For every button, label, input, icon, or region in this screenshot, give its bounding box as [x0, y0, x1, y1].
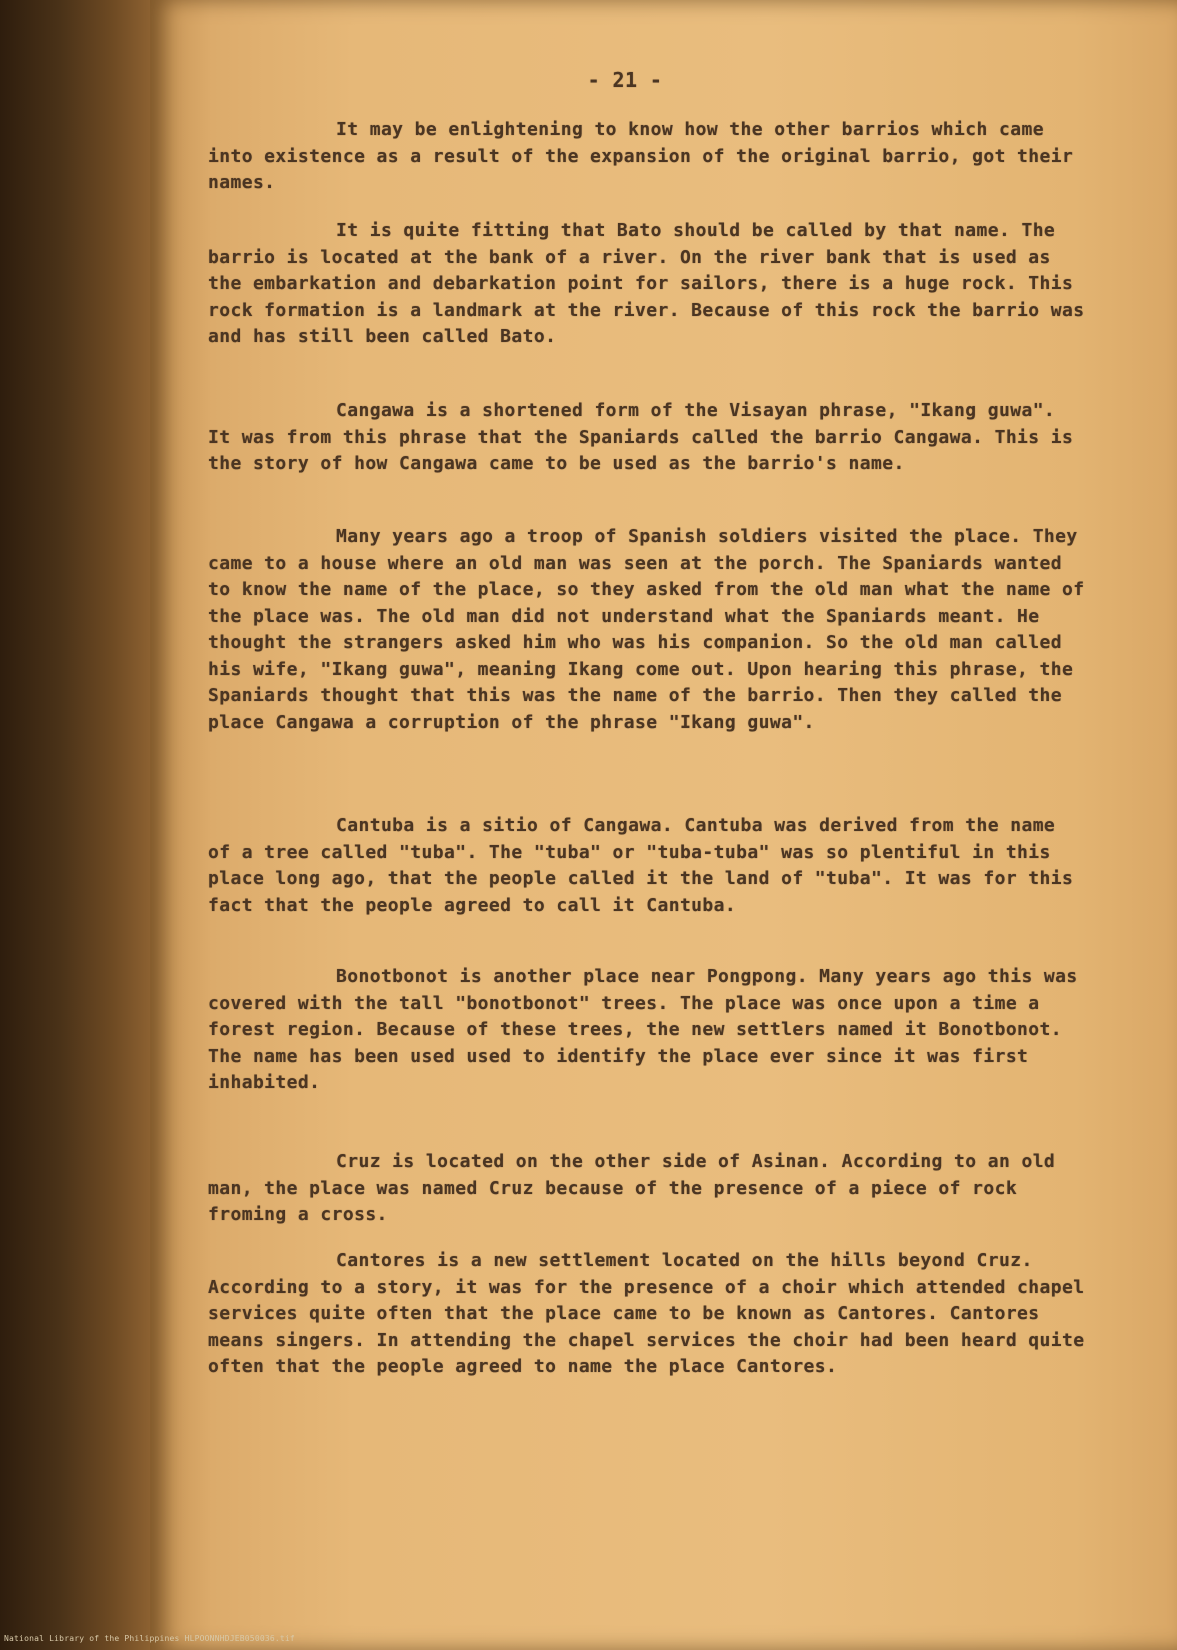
paragraph-text: Cantuba is a sitio of Cangawa. Cantuba was derived from the name of a tree called "tuba". The "tuba" or "tuba-tuba" was so plentiful in this place long ago, that the people called it the land of "tuba". It was for this fact that the people agreed to call it Cantuba.: [208, 815, 1074, 916]
paragraph-cangawa-story: [208, 524, 1088, 736]
scan-footer: National Library of the Philippines HLPOONNHDJEB050036.tif: [4, 1634, 295, 1643]
paragraph-text: Cantores is a new settlement located on the hills beyond Cruz. According to a story, it was for the presence of a choir which attended chapel services quite often that the place came to be known as Cantores. Cantores means singers. In attending the chapel services the choir had been heard quite often that the people agreed to name the place Cantores.: [208, 1250, 1085, 1377]
paragraph-cantores: [208, 1248, 1088, 1381]
page-number: - 21 -: [587, 68, 663, 92]
paragraph-cantuba: [208, 813, 1088, 919]
paragraph-cangawa: [208, 398, 1088, 478]
paragraph-text: Many years ago a troop of Spanish soldiers visited the place. They came to a house where an old man was seen at the porch. The Spaniards wanted to know the name of the place, so they asked from the old man what the name of the place was. The old man did not understand what the Spaniards meant. He thought the strangers asked him who was his companion. So the old man called his wife, "Ikang guwa", meaning Ikang come out. Upon hearing this phrase, the Spaniards thought that this was the name of the barrio. Then they called the place Cangawa a corruption of the phrase "Ikang guwa".: [208, 526, 1085, 733]
paragraph-text: Cangawa is a shortened form of the Visayan phrase, "Ikang guwa". It was from this phrase that the Spaniards called the barrio Cangawa. This is the story of how Cangawa came to be used as the barrio's name.: [208, 400, 1074, 474]
paragraph-text: Cruz is located on the other side of Asinan. According to an old man, the place was named Cruz because of the presence of a piece of rock froming a cross.: [208, 1151, 1056, 1225]
paragraph-intro: [208, 117, 1088, 197]
document-page: [150, 0, 1177, 1650]
paragraph-cruz: [208, 1149, 1088, 1229]
paragraph-bato: [208, 218, 1088, 351]
paragraph-text: It may be enlightening to know how the other barrios which came into existence as a result of the expansion of the original barrio, got their names.: [208, 119, 1074, 193]
paragraph-text: Bonotbonot is another place near Pongpong. Many years ago this was covered with the tall "bonotbonot" trees. The place was once upon a time a forest region. Because of these trees, the new settlers named it Bonotbonot. The name has been used used to identify the place ever since it was first inhabited.: [208, 966, 1078, 1093]
book-binding: [0, 0, 150, 1650]
paragraph-bonotbonot: [208, 964, 1088, 1097]
paragraph-text: It is quite fitting that Bato should be called by that name. The barrio is located at the bank of a river. On the river bank that is used as the embarkation and debarkation point for sailors, there is a huge rock. This rock formation is a landmark at the river. Because of this rock the barrio was and has still been called Bato.: [208, 220, 1085, 347]
